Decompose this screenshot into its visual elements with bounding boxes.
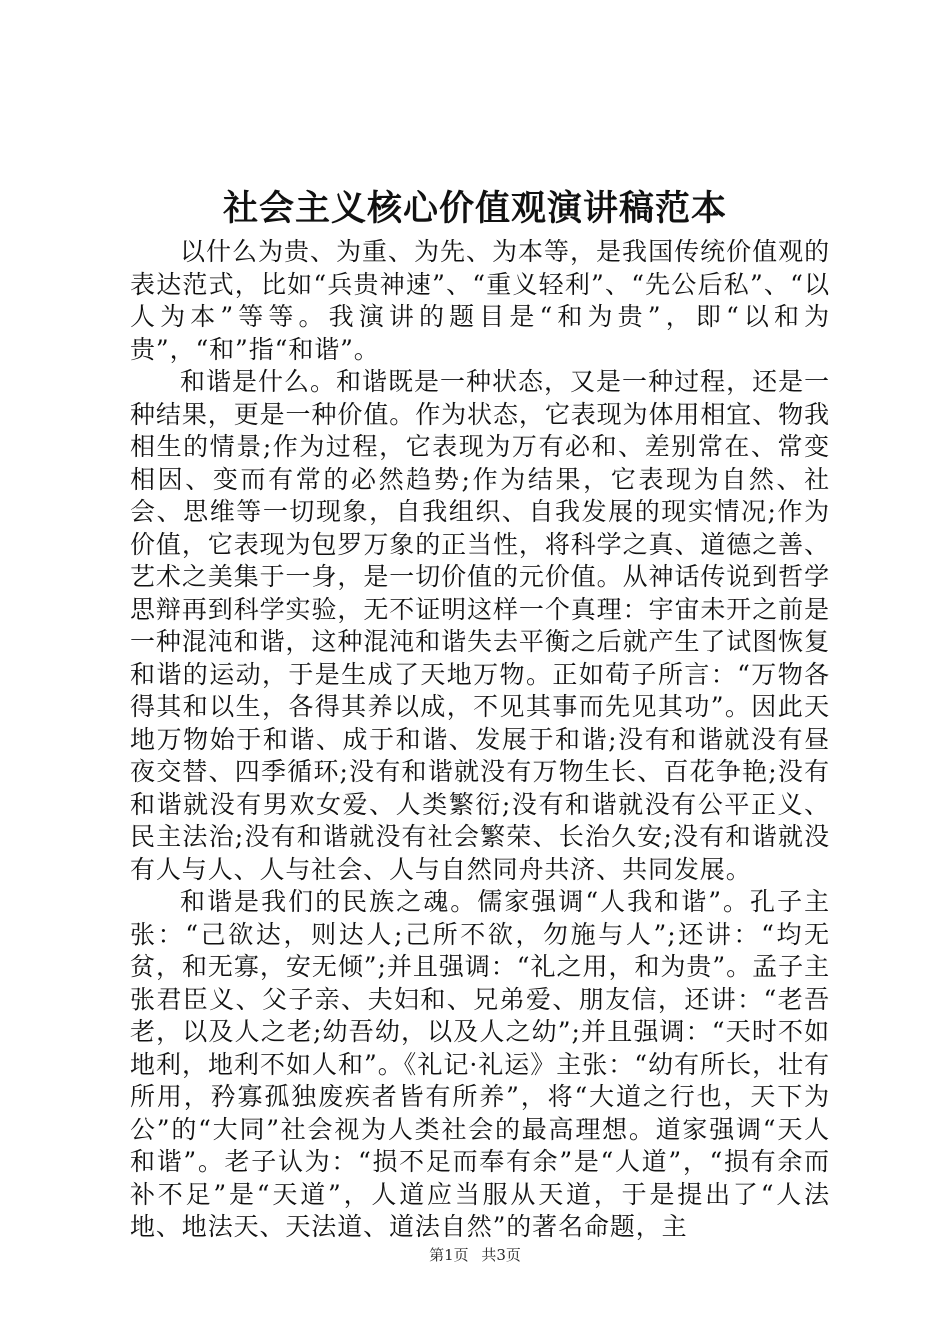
document-body [130,236,830,1244]
document-title: 社会主义核心价值观演讲稿范本 [222,188,727,229]
body-paragraph: 以什么为贵、为重、为先、为本等，是我国传统价值观的表达范式，比如“兵贵神速”、“重义轻利”、“先公后私”、“以人为本”等等。我演讲的题目是“和为贵”，即“以和为贵”，“和”指“和谐”。 [130,237,830,364]
page-footer [0,1244,950,1266]
page-total: 共3页 [481,1246,521,1264]
page-number: 第1页 [429,1246,469,1264]
body-paragraph: 和谐是什么。和谐既是一种状态，又是一种过程，还是一种结果，更是一种价值。作为状态，它表现为体用相宜、物我相生的情景;作为过程，它表现为万有必和、差别常在、常变相因、变而有常的必然趋势;作为结果，它表现为自然、社会、思维等一切现象，自我组织、自我发展的现实情况;作为价值，它表现为包罗万象的正当性，将科学之真、道德之善、艺术之美集于一身，是一切价值的元价值。从神话传说到哲学思辩再到科学实验，无不证明这样一个真理：宇宙未开之前是一种混沌和谐，这种混沌和谐失去平衡之后就产生了试图恢复和谐的运动，于是生成了天地万物。正如荀子所言：“万物各得其和以生，各得其养以成，不见其事而先见其功”。因此天地万物始于和谐、成于和谐、发展于和谐;没有和谐就没有昼夜交替、四季循环;没有和谐就没有万物生长、百花争艳;没有和谐就没有男欢女爱、人类繁衍;没有和谐就没有公平正义、民主法治;没有和谐就没有社会繁荣、长治久安;没有和谐就没有人与人、人与社会、人与自然同舟共济、共同发展。 [130,367,830,884]
body-paragraph: 和谐是我们的民族之魂。儒家强调“人我和谐”。孔子主张：“己欲达，则达人;己所不欲，勿施与人”;还讲：“均无贫，和无寡，安无倾”;并且强调：“礼之用，和为贵”。孟子主张君臣义、父子亲、夫妇和、兄弟爱、朋友信，还讲：“老吾老，以及人之老;幼吾幼，以及人之幼”;并且强调：“天时不如地利，地利不如人和”。《礼记·礼运》主张：“幼有所长，壮有所用，矜寡孤独废疾者皆有所养”，将“大道之行也，天下为公”的“大同”社会视为人类社会的最高理想。道家强调“天人和谐”。老子认为：“损不足而奉有余”是“人道”，“损有余而补不足”是“天道”，人道应当服从天道，于是提出了“人法地、地法天、天法道、道法自然”的著名命题，主 [130,887,830,1241]
